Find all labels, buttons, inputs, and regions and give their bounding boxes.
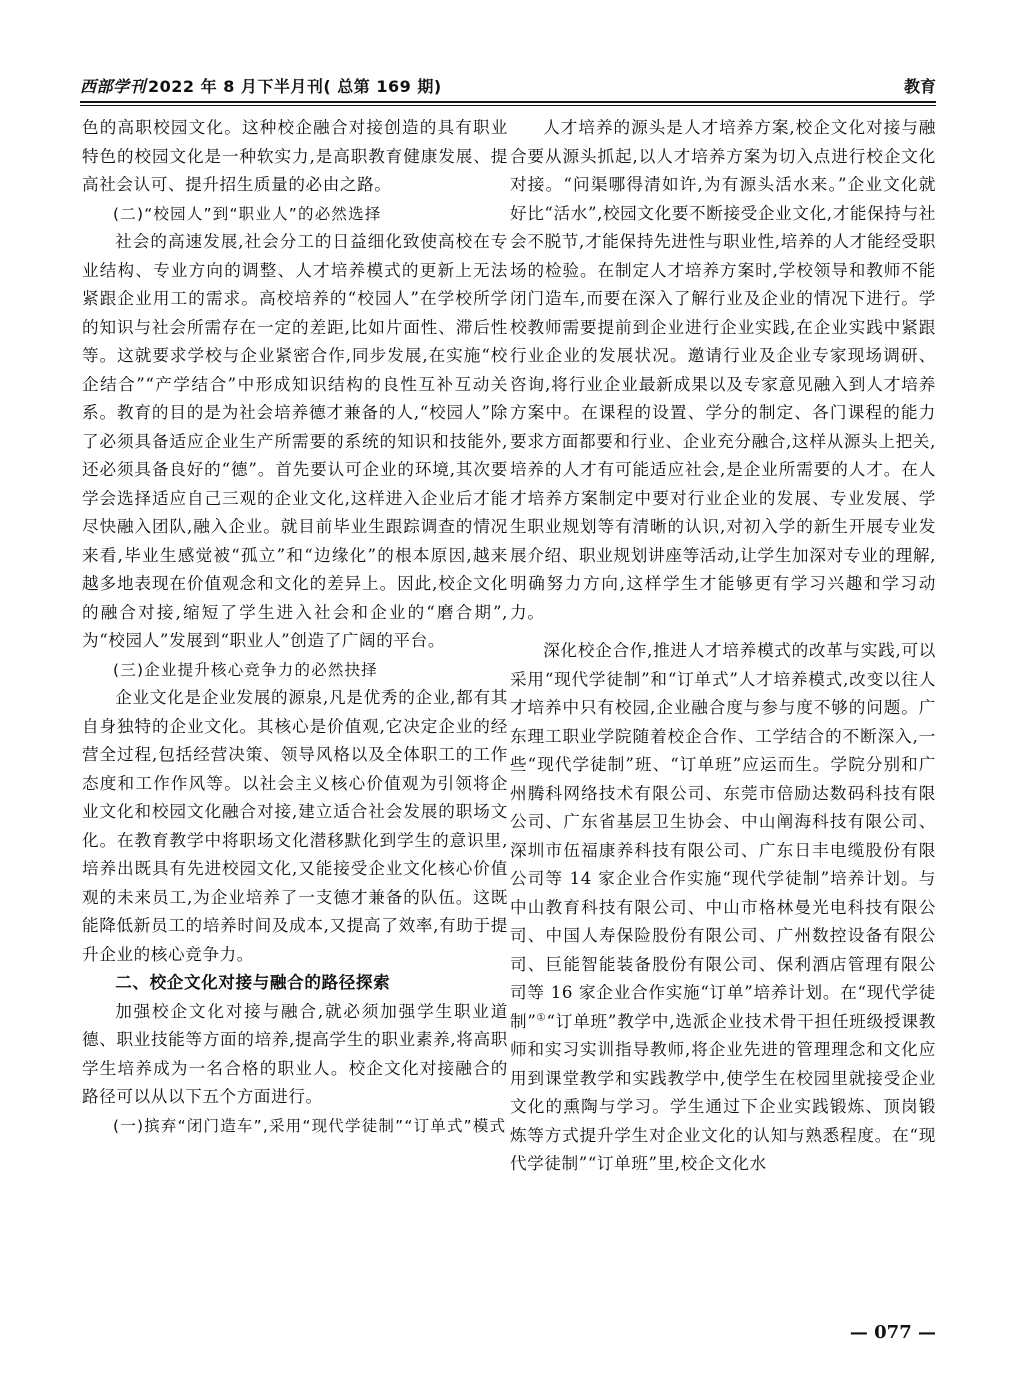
journal-issue-line: [80, 74, 442, 97]
page-number: — 077 —: [849, 1322, 936, 1343]
subheading: (三)企业提升核心竞争力的必然抉择: [113, 660, 378, 679]
section-label: 教育: [903, 77, 936, 96]
journal-masthead: 西部学刊: [80, 77, 147, 96]
paragraph: 色的高职校园文化。这种校企融合对接创造的具有职业特色的校园文化是一种软实力,是高职教育健康发展、提高社会认可、提升招生质量的必由之路。: [82, 118, 508, 194]
paragraph: 人才培养的源头是人才培养方案,校企文化对接与融合要从源头抓起,以人才培养方案为切入点进行校企文化对接。“问渠哪得清如许,为有源头活水来。”企业文化就好比“活水”,校园文化要不断接受企业文化,才能保持与社会不脱节,才能保持先进性与职业性,培养的人才能经受职场的检验。在制定人才培养方案时,学校领导和教师不能闭门造车,而要在深入了解行业及企业的情况下进行。学校教师需要提前到企业进行企业实践,在企业实践中紧跟行业企业的发展状况。邀请行业及企业专家现场调研、咨询,将行业企业最新成果以及专家意见融入到人才培养方案中。在课程的设置、学分的制定、各门课程的能力要求方面都要和行业、企业充分融合,这样从源头上把关,培养的人才有可能适应社会,是企业所需要的人才。在人才培养方案制定中要对行业企业的发展、专业发展、学生职业规划等有清晰的认识,对初入学的新生开展专业发展介绍、职业规划讲座等活动,让学生加深对专业的理解,明确努力方向,这样学生才能够更有学习兴趣和学习动力。: [510, 118, 936, 622]
subheading: (二)“校园人”到“职业人”的必然选择: [113, 204, 382, 223]
paragraph-text: “订单班”教学中,选派企业技术骨干担任班级授课教师和实习实训指导教师,将企业先进的管理理念和文化应用到课堂教学和实践教学中,使学生在校园里就接受企业文化的熏陶与学习。学生通过下企业实践锻炼、顶岗锻炼等方式提升学生对企业文化的认知与熟悉程度。在“现代学徒制”“订单班”里,校企文化水: [510, 1011, 936, 1173]
running-header: [80, 74, 936, 102]
section-heading: 二、校企文化对接与融合的路径探索: [115, 973, 391, 992]
subheading: (一)摈弃“闭门造车”,采用“现代学徒制”“订单式”模式: [113, 1116, 507, 1135]
paragraph: 加强校企文化对接与融合,就必须加强学生职业道德、职业技能等方面的培养,提高学生的职业素养,将高职学生培养成为一名合格的职业人。校企文化对接融合的路径可以从以下五个方面进行。: [82, 1001, 508, 1106]
footnote-marker: ①: [536, 1011, 547, 1023]
paragraph-text: 深化校企合作,推进人才培养模式的改革与实践,可以采用“现代学徒制”和“订单式”人才培养模式,改变以往人才培养中只有校园,企业融合度与参与度不够的问题。广东理工职业学院随着校企合作、工学结合的不断深入,一些“现代学徒制”班、“订单班”应运而生。学院分别和广州腾科网络技术有限公司、东莞市倍励达数码科技有限公司、广东省基层卫生协会、中山阐海科技有限公司、深圳市伍福康养科技有限公司、广东日丰电缆股份有限公司等 14 家企业合作实施“现代学徒制”培养计划。与中山教育科技有限公司、中山市格林曼光电科技有限公司、中国人寿保险股份有限公司、广州数控设备有限公司、巨能智能装备股份有限公司、保利酒店管理有限公司等 16 家企业合作实施“订单”培养计划。在“现代学徒制”: [510, 641, 936, 1031]
right-column: [510, 114, 936, 1179]
left-column: [82, 114, 508, 1140]
issue-info: 2022 年 8 月下半月刊( 总第 169 期): [148, 77, 442, 96]
paragraph: 企业文化是企业发展的源泉,凡是优秀的企业,都有其自身独特的企业文化。其核心是价值观,它决定企业的经营全过程,包括经营决策、领导风格以及全体职工的工作态度和工作作风等。以社会主义核心价值观为引领将企业文化和校园文化融合对接,建立适合社会发展的职场文化。在教育教学中将职场文化潜移默化到学生的意识里,培养出既具有先进校园文化,又能接受企业文化核心价值观的未来员工,为企业培养了一支德才兼备的队伍。这既能降低新员工的培养时间及成本,又提高了效率,有助于提升企业的核心竞争力。: [82, 688, 508, 964]
paragraph: 社会的高速发展,社会分工的日益细化致使高校在专业结构、专业方向的调整、人才培养模式的更新上无法紧跟企业用工的需求。高校培养的“校园人”在学校所学的知识与社会所需存在一定的差距,比如片面性、滞后性等。这就要求学校与企业紧密合作,同步发展,在实施“校企结合”“产学结合”中形成知识结构的良性互补互动关系。教育的目的是为社会培养德才兼备的人,“校园人”除了必须具备适应企业生产所需要的系统的知识和技能外,还必须具备良好的“德”。首先要认可企业的环境,其次要学会选择适应自己三观的企业文化,这样进入企业后才能尽快融入团队,融入企业。就目前毕业生跟踪调查的情况来看,毕业生感觉被“孤立”和“边缘化”的根本原因,越来越多地表现在价值观念和文化的差异上。因此,校企文化的融合对接,缩短了学生进入社会和企业的“磨合期”,为“校园人”发展到“职业人”创造了广阔的平台。: [82, 232, 508, 650]
header-rule: [80, 101, 936, 103]
header-rule-thin: [80, 105, 936, 106]
paragraph: [510, 637, 936, 1179]
